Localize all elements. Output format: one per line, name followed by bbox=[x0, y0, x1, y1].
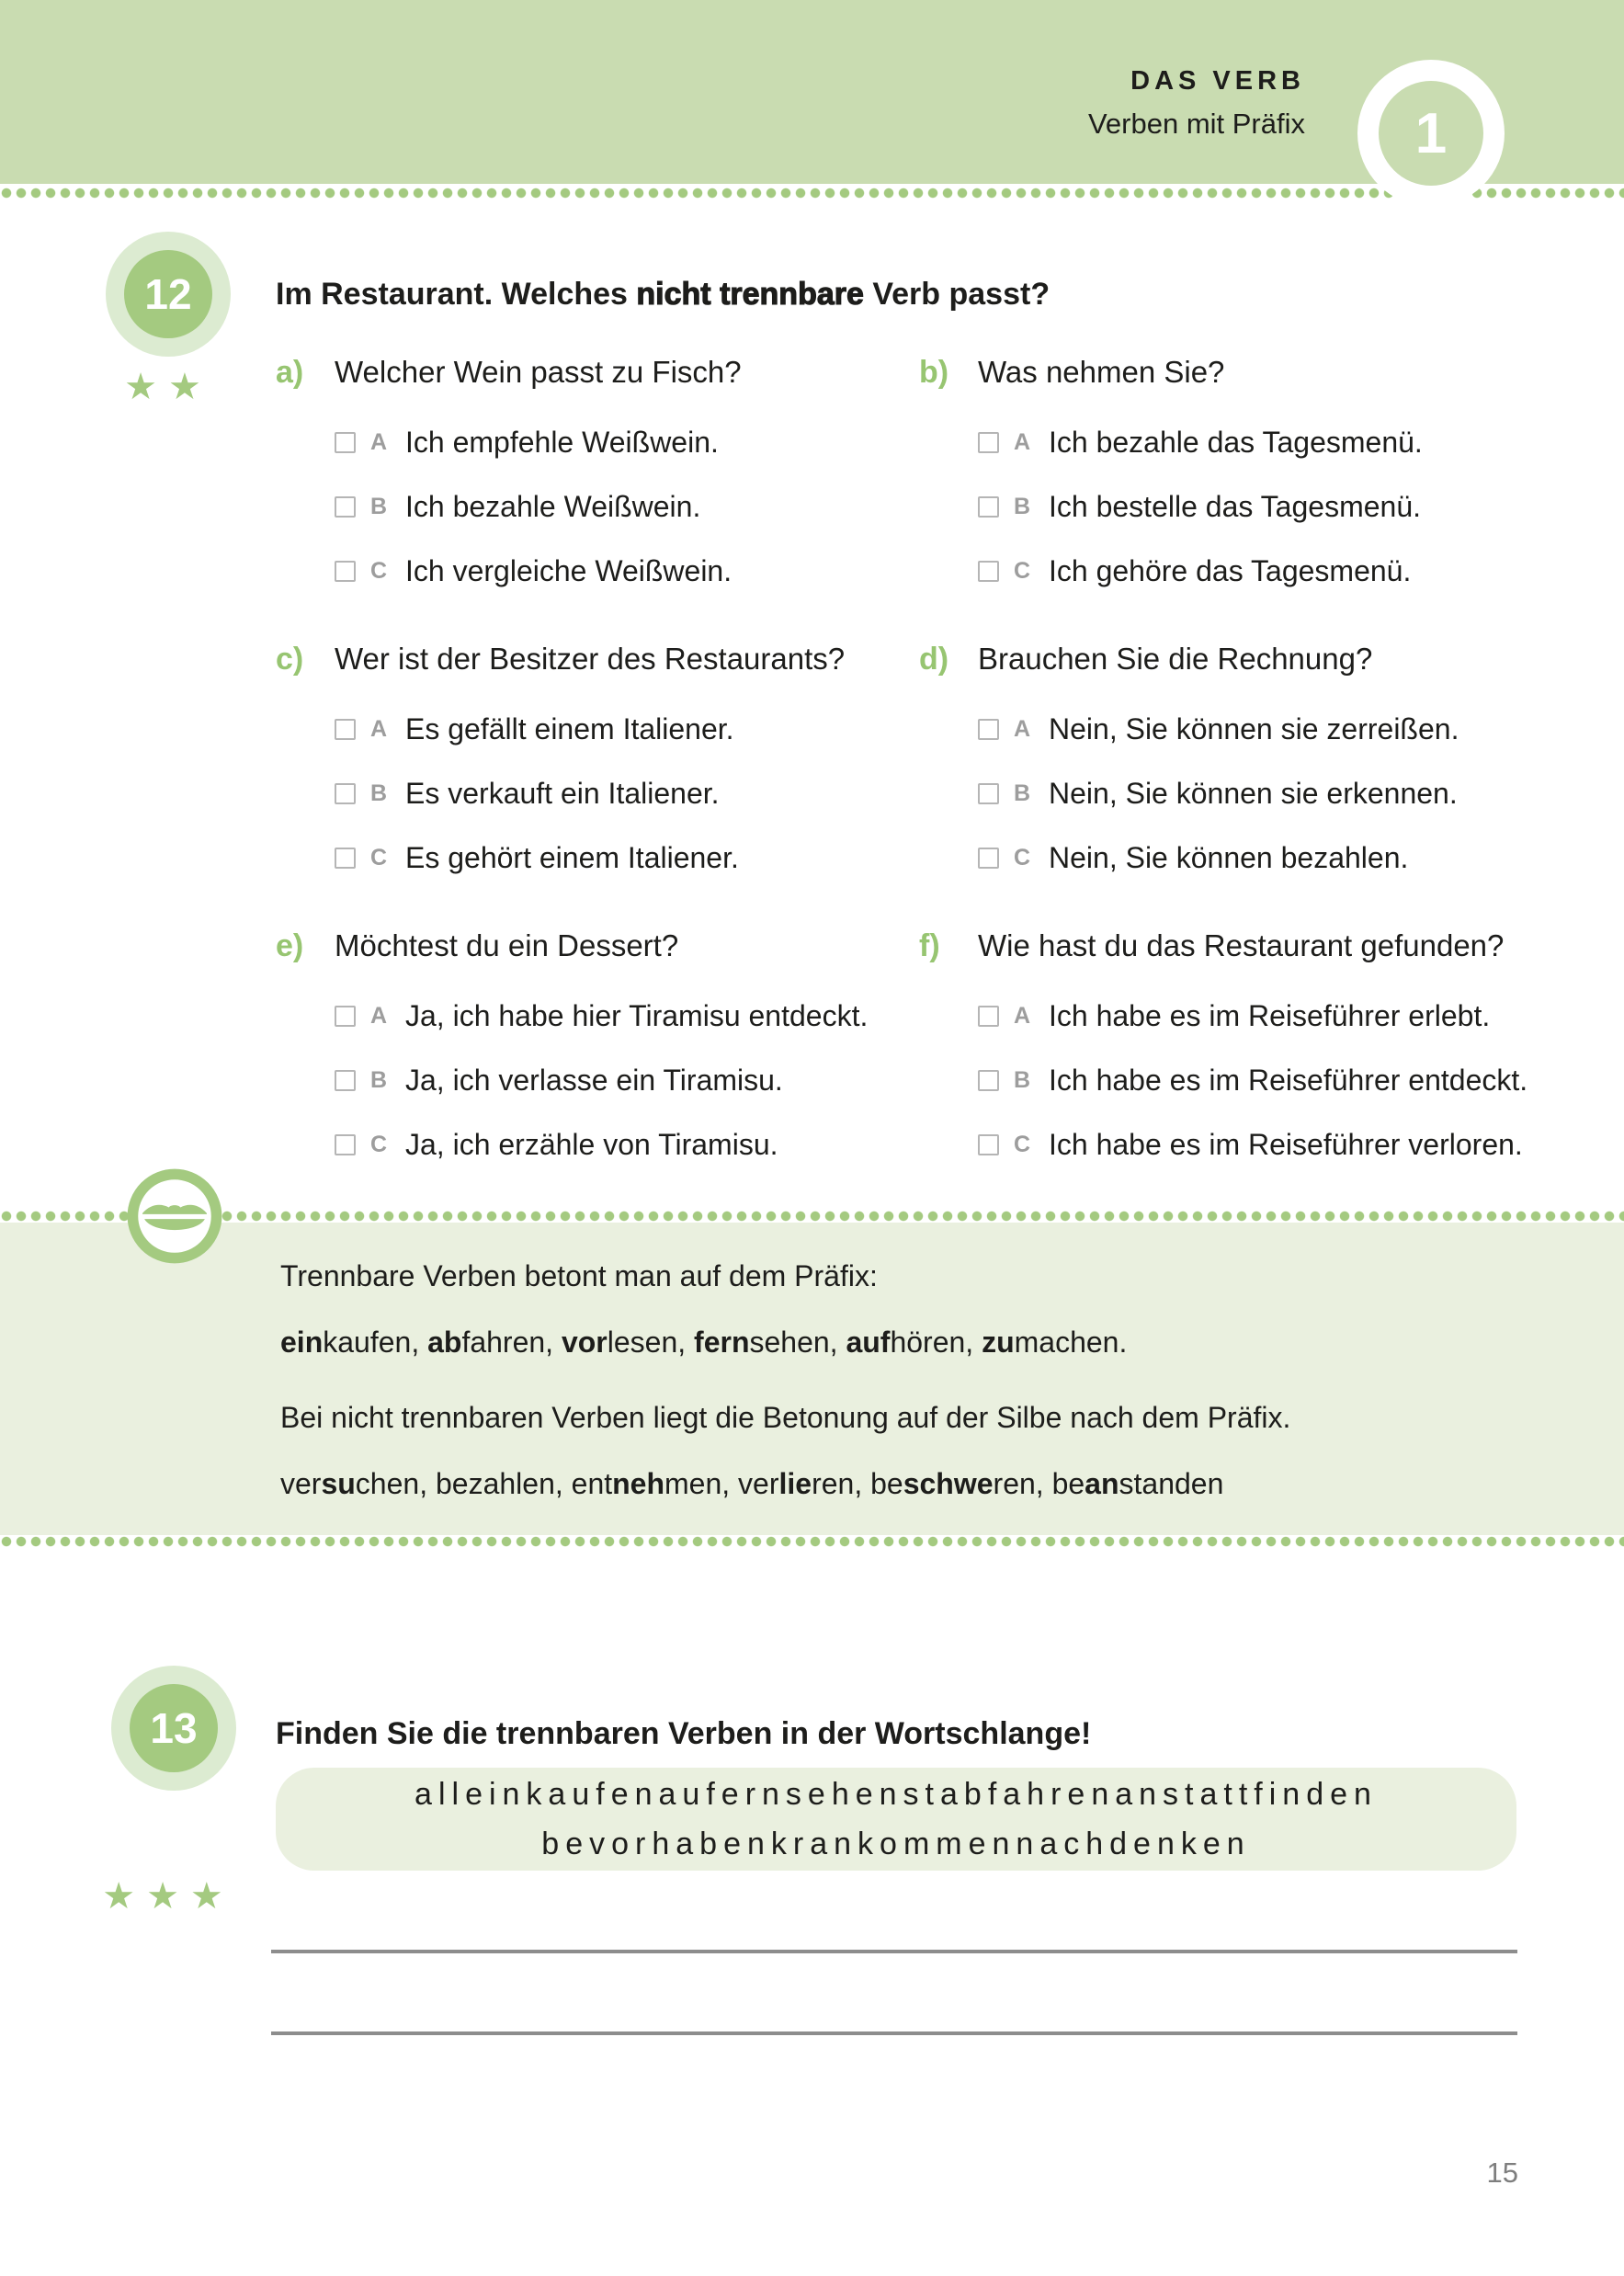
answer-checkbox[interactable] bbox=[335, 1006, 356, 1027]
answer-checkbox[interactable] bbox=[978, 1134, 999, 1155]
question-label: d) bbox=[919, 642, 949, 677]
option-letter: B bbox=[1014, 1066, 1031, 1093]
tip-content bbox=[0, 1223, 1624, 1535]
question-label: f) bbox=[919, 928, 940, 963]
answer-checkbox[interactable] bbox=[978, 783, 999, 804]
answer-line[interactable] bbox=[271, 1950, 1517, 1953]
option-text: Es verkauft ein Italiener. bbox=[405, 776, 720, 810]
question-head bbox=[276, 352, 919, 393]
answer-checkbox[interactable] bbox=[978, 496, 999, 518]
dotted-divider-tip-bottom bbox=[0, 1535, 1624, 1548]
question-text: Was nehmen Sie? bbox=[978, 355, 1225, 389]
option-letter: B bbox=[1014, 780, 1031, 806]
question-label: e) bbox=[276, 928, 304, 963]
answer-option[interactable] bbox=[978, 775, 1532, 812]
answer-option[interactable] bbox=[335, 552, 919, 589]
option-text: Ich vergleiche Weißwein. bbox=[405, 553, 733, 587]
option-letter: A bbox=[370, 715, 388, 742]
option-text: Ich habe es im Reiseführer verloren. bbox=[1049, 1127, 1523, 1161]
chapter-number-circle bbox=[1357, 60, 1505, 207]
exercise-12-title: Im Restaurant. Welches nicht trennbare Verb passt? bbox=[276, 277, 1050, 312]
answer-option[interactable] bbox=[978, 1126, 1532, 1163]
tip-line: Trennbare Verben betont man auf dem Präfix: bbox=[280, 1259, 878, 1292]
word-snake-line: bevorhabenkrankommennachdenken bbox=[541, 1826, 1251, 1861]
option-text: Ich bezahle das Tagesmenü. bbox=[1049, 425, 1423, 459]
option-letter: B bbox=[1014, 493, 1031, 519]
answer-checkbox[interactable] bbox=[978, 1006, 999, 1027]
option-letter: C bbox=[370, 557, 388, 584]
question-text: Möchtest du ein Dessert? bbox=[335, 928, 679, 962]
question-text: Wer ist der Besitzer des Restaurants? bbox=[335, 642, 846, 676]
answer-option[interactable] bbox=[335, 1062, 919, 1098]
answer-option[interactable] bbox=[978, 424, 1532, 461]
exercise-12-badge bbox=[106, 232, 231, 357]
pronunciation-tip-box bbox=[0, 1210, 1624, 1548]
option-letter: A bbox=[370, 428, 388, 455]
question-text: Welcher Wein passt zu Fisch? bbox=[335, 355, 742, 389]
question-block bbox=[919, 639, 1532, 904]
option-text: Es gefällt einem Italiener. bbox=[405, 711, 734, 745]
question-label: c) bbox=[276, 642, 304, 677]
option-letter: C bbox=[370, 1131, 388, 1157]
answer-checkbox[interactable] bbox=[335, 1134, 356, 1155]
option-letter: C bbox=[1014, 557, 1031, 584]
difficulty-stars-13: ★★★ bbox=[102, 1875, 234, 1918]
option-text: Ich bestelle das Tagesmenü. bbox=[1049, 489, 1421, 523]
dotted-divider-tip-top bbox=[0, 1210, 1624, 1223]
option-text: Ich habe es im Reiseführer erlebt. bbox=[1049, 998, 1491, 1032]
answer-option[interactable] bbox=[978, 711, 1532, 747]
exercise-12-number: 12 bbox=[124, 250, 212, 338]
answer-option[interactable] bbox=[335, 711, 919, 747]
answer-checkbox[interactable] bbox=[978, 432, 999, 453]
answer-option[interactable] bbox=[335, 997, 919, 1034]
word-snake-box bbox=[276, 1768, 1516, 1871]
answer-checkbox[interactable] bbox=[978, 1070, 999, 1091]
answer-option[interactable] bbox=[335, 424, 919, 461]
tip-line: einkaufen, abfahren, vorlesen, fernsehen, aufhören, zumachen. bbox=[280, 1326, 1128, 1359]
question-head bbox=[919, 352, 1532, 393]
exercise-13-title: Finden Sie die trennbaren Verben in der Wortschlange! bbox=[276, 1716, 1092, 1751]
answer-option[interactable] bbox=[335, 488, 919, 525]
answer-option[interactable] bbox=[978, 488, 1532, 525]
option-letter: A bbox=[1014, 1002, 1031, 1029]
lips-icon bbox=[126, 1167, 223, 1265]
option-text: Ich gehöre das Tagesmenü. bbox=[1049, 553, 1412, 587]
option-letter: C bbox=[370, 844, 388, 871]
option-letter: B bbox=[370, 493, 388, 519]
question-head bbox=[276, 926, 919, 966]
option-letter: C bbox=[1014, 844, 1031, 871]
option-text: Nein, Sie können sie erkennen. bbox=[1049, 776, 1458, 810]
questions-grid bbox=[276, 352, 1532, 1190]
question-block bbox=[919, 352, 1532, 617]
difficulty-stars-12: ★★ bbox=[124, 366, 212, 408]
chapter-number: 1 bbox=[1379, 81, 1483, 186]
question-block bbox=[919, 926, 1532, 1190]
option-letter: B bbox=[370, 1066, 388, 1093]
option-letter: B bbox=[370, 780, 388, 806]
answer-option[interactable] bbox=[978, 839, 1532, 876]
exercise-13-number: 13 bbox=[130, 1684, 218, 1772]
answer-option[interactable] bbox=[978, 1062, 1532, 1098]
answer-checkbox[interactable] bbox=[335, 496, 356, 518]
option-text: Ja, ich erzähle von Tiramisu. bbox=[405, 1127, 778, 1161]
option-text: Ich bezahle Weißwein. bbox=[405, 489, 701, 523]
answer-checkbox[interactable] bbox=[335, 432, 356, 453]
answer-option[interactable] bbox=[978, 997, 1532, 1034]
answer-checkbox[interactable] bbox=[335, 1070, 356, 1091]
page-number: 15 bbox=[1486, 2157, 1518, 2189]
word-snake-line: alleinkaufenaufernsehenstabfahrenanstattfinden bbox=[415, 1777, 1378, 1812]
option-text: Es gehört einem Italiener. bbox=[405, 840, 739, 874]
answer-checkbox[interactable] bbox=[335, 719, 356, 740]
answer-checkbox[interactable] bbox=[978, 561, 999, 582]
question-text: Wie hast du das Restaurant gefunden? bbox=[978, 928, 1505, 962]
question-block bbox=[276, 352, 919, 617]
answer-option[interactable] bbox=[978, 552, 1532, 589]
question-label: b) bbox=[919, 355, 949, 390]
answer-checkbox[interactable] bbox=[978, 848, 999, 869]
answer-option[interactable] bbox=[335, 775, 919, 812]
answer-checkbox[interactable] bbox=[335, 561, 356, 582]
answer-option[interactable] bbox=[335, 839, 919, 876]
option-letter: A bbox=[1014, 428, 1031, 455]
tip-line: versuchen, bezahlen, entnehmen, verlieren, beschweren, beanstanden bbox=[280, 1467, 1224, 1500]
option-letter: A bbox=[1014, 715, 1031, 742]
chapter-kicker: DAS VERB bbox=[1130, 66, 1305, 96]
dotted-divider-top bbox=[0, 187, 1624, 199]
tip-line: Bei nicht trennbaren Verben liegt die Betonung auf der Silbe nach dem Präfix. bbox=[280, 1401, 1291, 1434]
answer-checkbox[interactable] bbox=[335, 783, 356, 804]
question-label: a) bbox=[276, 355, 304, 390]
question-head bbox=[919, 926, 1532, 966]
question-head bbox=[919, 639, 1532, 679]
question-text: Brauchen Sie die Rechnung? bbox=[978, 642, 1373, 676]
question-head bbox=[276, 639, 919, 679]
option-text: Nein, Sie können bezahlen. bbox=[1049, 840, 1409, 874]
chapter-header-text bbox=[1088, 64, 1305, 141]
option-text: Ja, ich verlasse ein Tiramisu. bbox=[405, 1063, 783, 1097]
answer-line[interactable] bbox=[271, 2031, 1517, 2035]
option-letter: C bbox=[1014, 1131, 1031, 1157]
option-text: Ja, ich habe hier Tiramisu entdeckt. bbox=[405, 998, 869, 1032]
option-text: Nein, Sie können sie zerreißen. bbox=[1049, 711, 1459, 745]
answer-option[interactable] bbox=[335, 1126, 919, 1163]
option-text: Ich empfehle Weißwein. bbox=[405, 425, 719, 459]
question-block bbox=[276, 639, 919, 904]
exercise-13-badge bbox=[111, 1666, 236, 1791]
question-block bbox=[276, 926, 919, 1190]
chapter-subtitle: Verben mit Präfix bbox=[1087, 108, 1305, 140]
answer-checkbox[interactable] bbox=[978, 719, 999, 740]
answer-checkbox[interactable] bbox=[335, 848, 356, 869]
option-letter: A bbox=[370, 1002, 388, 1029]
option-text: Ich habe es im Reiseführer entdeckt. bbox=[1049, 1063, 1528, 1097]
